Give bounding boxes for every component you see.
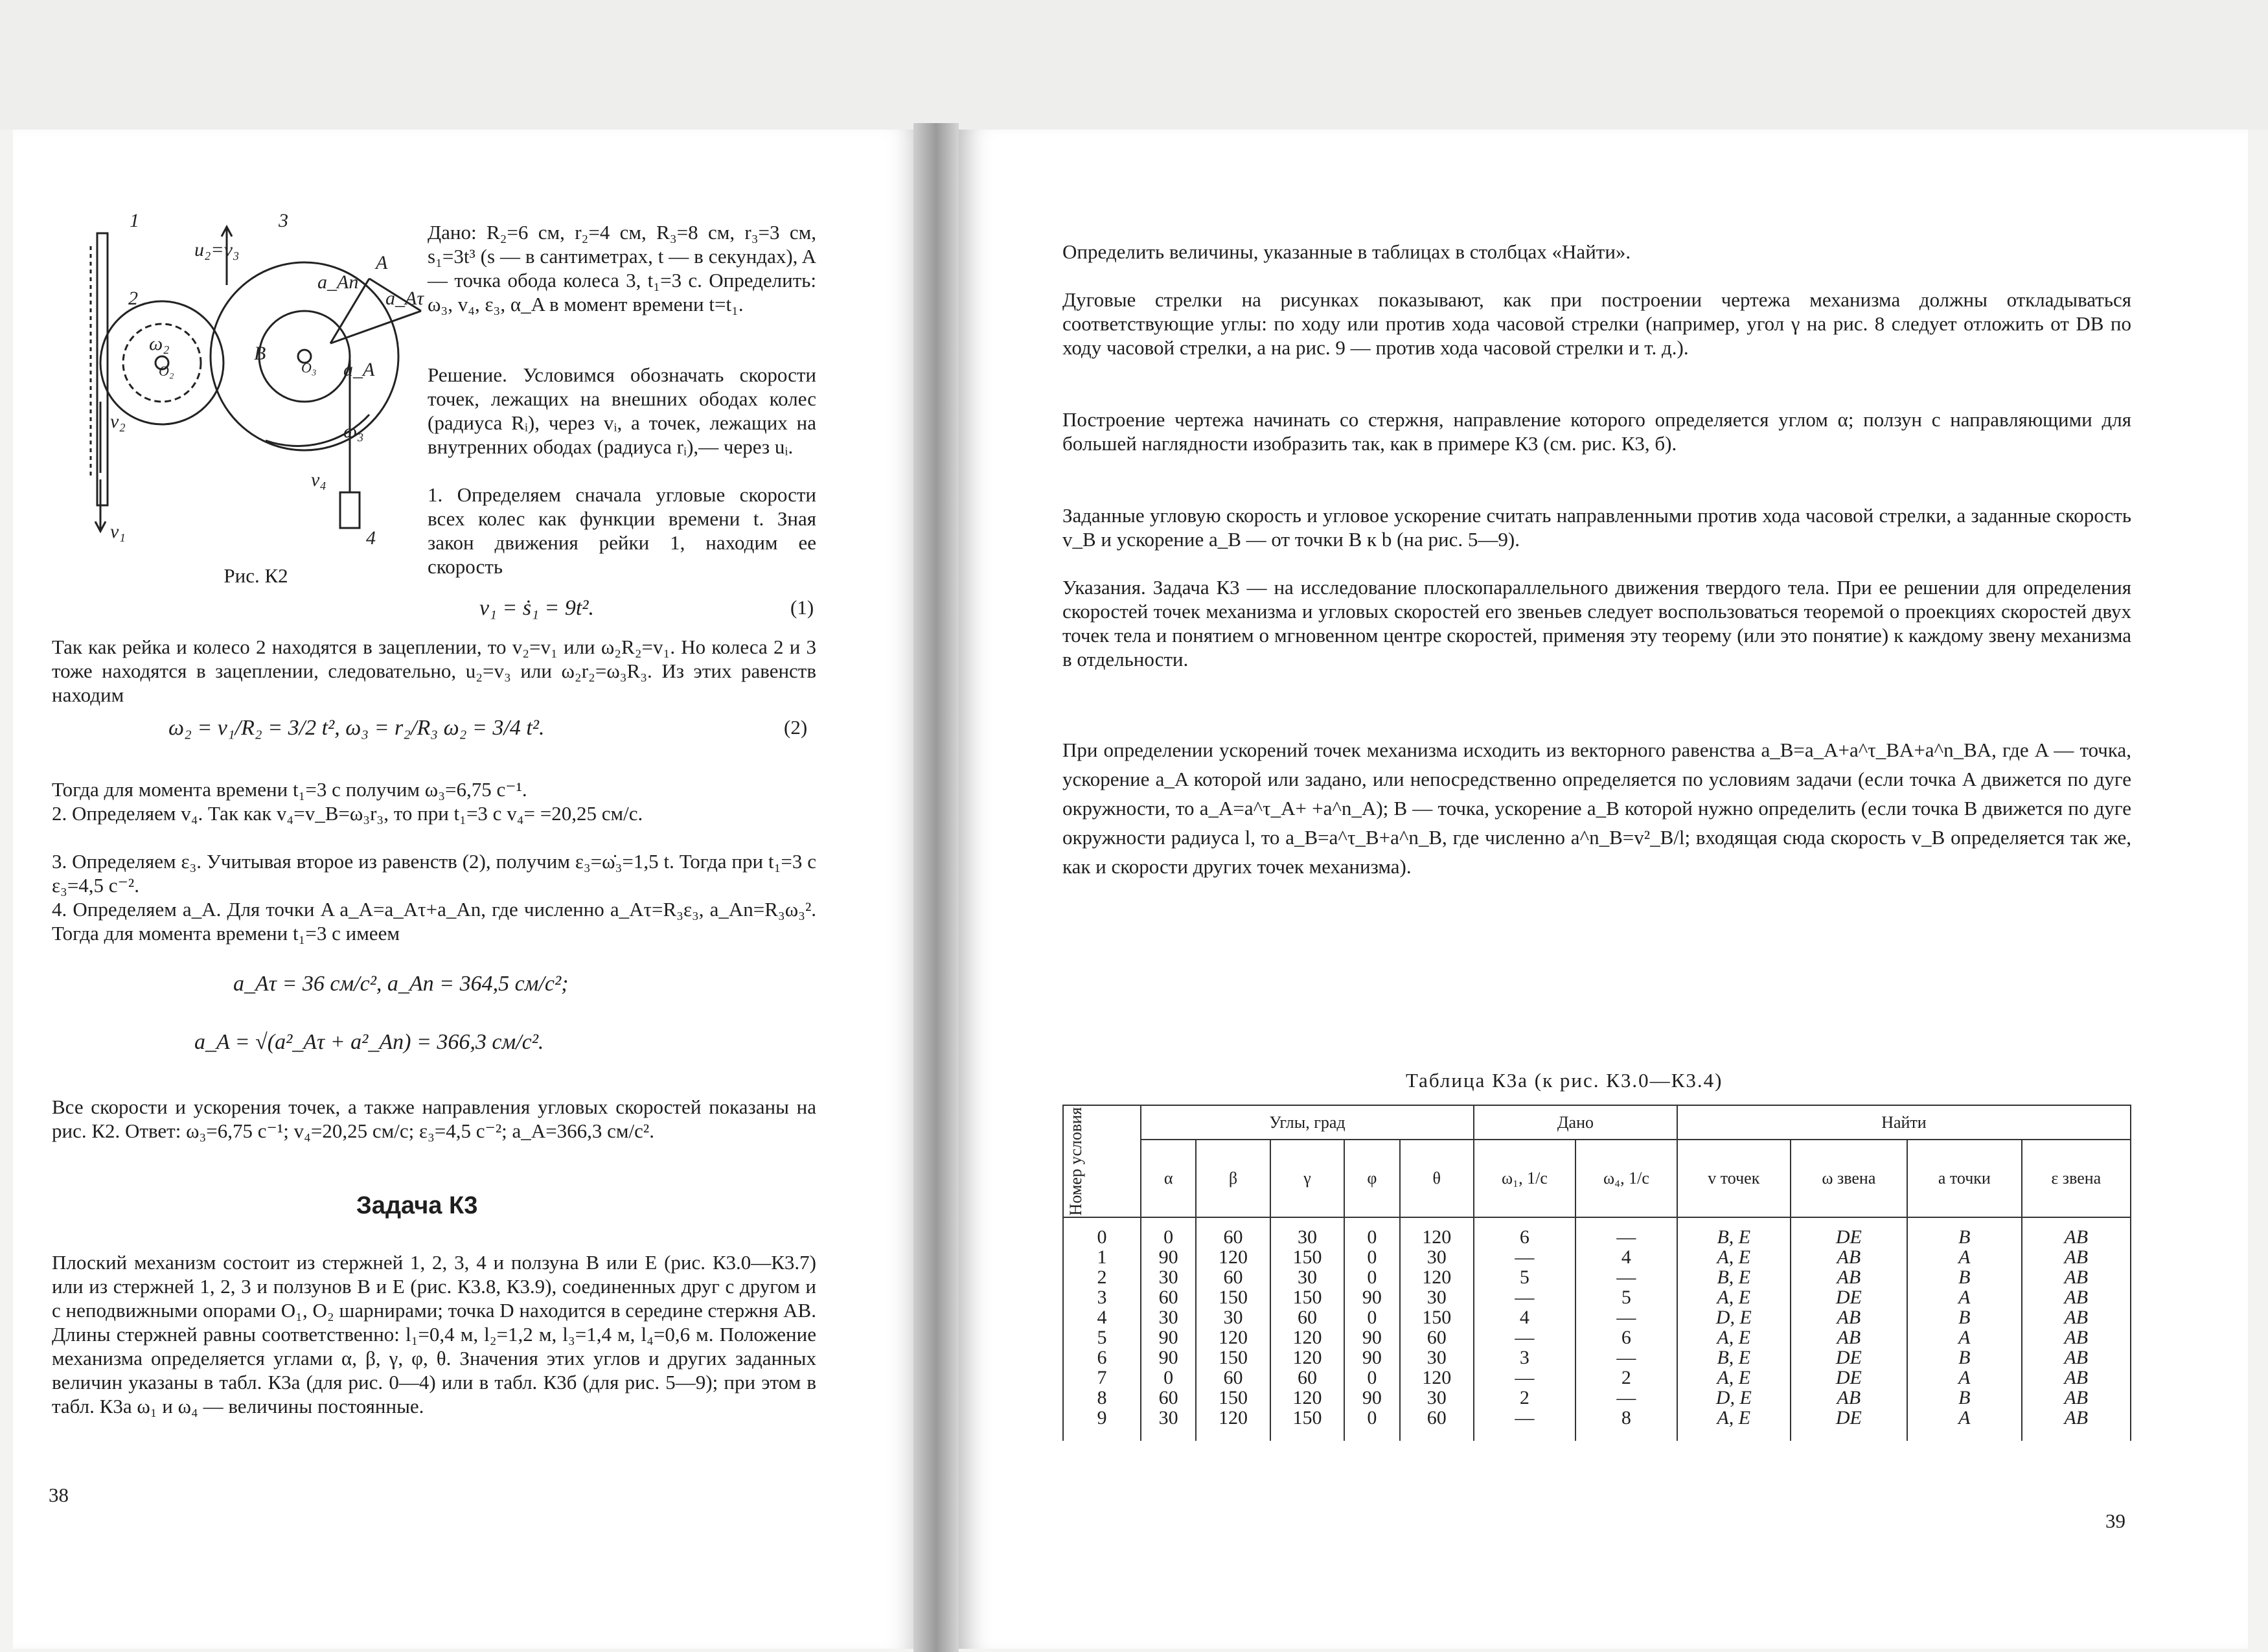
given-text: Дано: R₂=6 см, r₂=4 см, R₃=8 см, r₃=3 см, s₁=3t³ (s — в сантиметрах, t — в секундах), A — точка обода колеса 3, t₁=3 с. Определить: ω₃, v₄, ε₃, α_A в момент времени t=t₁. — [428, 221, 816, 315]
table-cell: — — [1575, 1307, 1677, 1327]
table-cell: 60 — [1196, 1217, 1270, 1247]
fig-label-aA: a_A — [343, 359, 375, 380]
step-1-text: 1. Определяем сначала угловые скорости всех колес как функции времени t. Зная закон движения рейки 1, находим ее скорость — [428, 483, 816, 578]
table-cell: AB — [2022, 1388, 2131, 1408]
col-beta: β — [1196, 1140, 1270, 1217]
table-cell: 120 — [1196, 1408, 1270, 1428]
step-2-text: 2. Определяем v₄. Так как v₄=v_B=ω₃r₃, то при t₁=3 с v₄= =20,25 см/с. — [52, 802, 643, 825]
table-cell: 60 — [1141, 1388, 1196, 1408]
table-cell: B, E — [1677, 1267, 1791, 1287]
fig-label-v1: v₁ — [110, 521, 126, 542]
table-cell: A — [1907, 1408, 2022, 1428]
table-cell: DE — [1791, 1348, 1907, 1368]
table-cell: 30 — [1270, 1217, 1344, 1247]
table-cell: 8 — [1063, 1388, 1141, 1408]
table-cell: B — [1907, 1217, 2022, 1247]
table-cell: AB — [1791, 1307, 1907, 1327]
table-k3a — [1062, 1105, 2131, 1441]
table-cell: — — [1575, 1267, 1677, 1287]
omega3-result: Тогда для момента времени t₁=3 с получим ω₃=6,75 с⁻¹. — [52, 778, 527, 801]
page-number-left: 38 — [49, 1484, 69, 1506]
table-cell: AB — [2022, 1307, 2131, 1327]
group-given: Дано — [1474, 1105, 1677, 1140]
fig-label-aAn: a_An — [317, 271, 359, 293]
table-cell: A, E — [1677, 1287, 1791, 1307]
table-cell: 5 — [1575, 1287, 1677, 1307]
table-cell: 30 — [1270, 1267, 1344, 1287]
table-cell: 6 — [1474, 1217, 1575, 1247]
table-cell: 60 — [1196, 1368, 1270, 1388]
table-cell: — — [1474, 1287, 1575, 1307]
table-cell: 60 — [1196, 1267, 1270, 1287]
equation-1: v₁ = ṡ₁ = 9t². — [479, 596, 594, 620]
paragraph-find: Определить величины, указанные в таблицах в столбцах «Найти». — [1062, 240, 1631, 263]
table-cell: DE — [1791, 1287, 1907, 1307]
table-cell: AB — [2022, 1287, 2131, 1307]
rack-1 — [97, 233, 108, 505]
table-cell: B — [1907, 1267, 2022, 1287]
table-cell: 0 — [1063, 1217, 1141, 1247]
table-row — [1063, 1408, 2131, 1428]
table-cell: 2 — [1575, 1368, 1677, 1388]
col-phi: φ — [1344, 1140, 1399, 1217]
table-cell: 90 — [1344, 1327, 1399, 1348]
table-row — [1063, 1217, 2131, 1247]
table-row — [1063, 1267, 2131, 1287]
table-cell: AB — [1791, 1327, 1907, 1348]
fig-label-O3: O₃ — [301, 360, 317, 376]
table-cell: — — [1474, 1368, 1575, 1388]
table-cell: — — [1474, 1247, 1575, 1267]
table-cell: 60 — [1270, 1368, 1344, 1388]
table-row — [1063, 1327, 2131, 1348]
table-cell: 5 — [1474, 1267, 1575, 1287]
table-cell: B, E — [1677, 1217, 1791, 1247]
table-cell: AB — [2022, 1247, 2131, 1267]
col-epsilon-link: ε звена — [2022, 1140, 2131, 1217]
table-cell: B, E — [1677, 1348, 1791, 1368]
table-cell: 7 — [1063, 1368, 1141, 1388]
table-cell: 30 — [1400, 1287, 1474, 1307]
equation-1-number: (1) — [790, 596, 814, 619]
equation-2: ω₂ = v₁/R₂ = 3/2 t², ω₃ = r₂/R₃ ω₂ = 3/4 t². — [168, 716, 545, 740]
table-cell: 30 — [1141, 1267, 1196, 1287]
table-cell: 1 — [1063, 1247, 1141, 1267]
table-cell: 60 — [1141, 1287, 1196, 1307]
table-cell: — — [1575, 1388, 1677, 1408]
table-cell: 120 — [1270, 1327, 1344, 1348]
table-cell: AB — [1791, 1267, 1907, 1287]
table-cell: A — [1907, 1247, 2022, 1267]
group-find: Найти — [1677, 1105, 2131, 1140]
fig-label-w2: ω₂ — [149, 333, 170, 354]
equation-2-number: (2) — [784, 716, 808, 739]
task-title: Задача К3 — [356, 1192, 478, 1219]
equation-4: a_A = √(a²_Aτ + a²_An) = 366,3 см/с². — [194, 1030, 544, 1054]
table-cell: 2 — [1474, 1388, 1575, 1408]
table-cell: 90 — [1344, 1348, 1399, 1368]
table-cell: AB — [2022, 1327, 2131, 1348]
fig-label-4: 4 — [366, 527, 376, 549]
left-page — [13, 130, 913, 1649]
fig-label-1: 1 — [130, 210, 139, 231]
table-cell: AB — [1791, 1247, 1907, 1267]
table-cell: 60 — [1400, 1327, 1474, 1348]
table-cell: 9 — [1063, 1408, 1141, 1428]
paragraph-instructions: Указания. Задача К3 — на исследование плоскопараллельного движения твердого тела. При ее решении для определения скоростей точек механизма и угловых скоростей его звеньев следует воспользоваться теоремой о проекциях скоростей двух точек тела и понятием о мгновенном центре скоростей, применяя эту теорему (или это понятие) к каждому звену механизма в отдельности. — [1062, 576, 2131, 671]
fig-label-3: 3 — [279, 210, 288, 231]
col-condition-number: Номер условия — [1063, 1105, 1141, 1217]
page-number-right: 39 — [2105, 1509, 2125, 1532]
table-cell: 150 — [1270, 1408, 1344, 1428]
table-cell: 150 — [1196, 1388, 1270, 1408]
table-cell: 0 — [1344, 1368, 1399, 1388]
col-omega-link: ω звена — [1791, 1140, 1907, 1217]
table-cell: AB — [2022, 1217, 2131, 1247]
table-cell: 0 — [1141, 1217, 1196, 1247]
col-alpha: α — [1141, 1140, 1196, 1217]
table-cell: A — [1907, 1368, 2022, 1388]
table-cell: 120 — [1196, 1327, 1270, 1348]
table-cell: 60 — [1400, 1408, 1474, 1428]
step-3-text: 3. Определяем ε₃. Учитывая второе из равенств (2), получим ε₃=ω̇₃=1,5 t. Тогда при t₁=3 с ε₃=4,5 с⁻². — [52, 850, 816, 897]
book-gutter — [913, 123, 959, 1652]
table-cell: 150 — [1196, 1287, 1270, 1307]
fig-label-u2v3: u₂=v₃ — [194, 239, 240, 260]
table-cell: 4 — [1063, 1307, 1141, 1327]
table-cell: 3 — [1063, 1287, 1141, 1307]
table-cell: 150 — [1400, 1307, 1474, 1327]
table-cell: AB — [2022, 1348, 2131, 1368]
table-cell: 120 — [1400, 1267, 1474, 1287]
table-cell: — — [1575, 1217, 1677, 1247]
figure-k2 — [71, 207, 434, 551]
paragraph-arrows: Дуговые стрелки на рисунках показывают, как при построении чертежа механизма должны откладываться соответствующие углы: по ходу или против хода часовой стрелки (например, угол γ на рис. 8 следует отложить от DB по ходу часовой стрелки, а на рис. 9 — против хода часовой стрелки и т. д.). — [1062, 288, 2131, 359]
table-cell: — — [1575, 1348, 1677, 1368]
table-cell: 0 — [1141, 1368, 1196, 1388]
table-cell: 30 — [1196, 1307, 1270, 1327]
step-4-text: 4. Определяем a_A. Для точки A a_A=a_Aτ+a_An, где численно a_Aτ=R₃ε₃, a_An=R₃ω₃². Тогда для момента времени t₁=3 с имеем — [52, 898, 816, 945]
right-page — [959, 130, 2248, 1649]
table-cell: 30 — [1400, 1247, 1474, 1267]
fig-label-O2: O₂ — [159, 363, 174, 379]
table-cell: 120 — [1400, 1217, 1474, 1247]
summary-text: Все скорости и ускорения точек, а также направления угловых скоростей показаны на рис. К2. Ответ: ω₃=6,75 с⁻¹; v₄=20,25 см/с; ε₃=4,5 с⁻²; a_A=366,3 см/с². — [52, 1096, 816, 1142]
fig-label-A: A — [376, 252, 388, 273]
table-cell: AB — [2022, 1368, 2131, 1388]
paragraph-directions: Заданные угловую скорость и угловое ускорение считать направленными против хода часовой стрелки, а заданные скорость v_B и ускорение a_B — от точки B к b (на рис. 5—9). — [1062, 504, 2131, 551]
table-cell: 5 — [1063, 1327, 1141, 1348]
fig-label-v2: v₂ — [110, 411, 126, 432]
table-cell: 4 — [1575, 1247, 1677, 1267]
table-cell: A, E — [1677, 1247, 1791, 1267]
table-row — [1063, 1388, 2131, 1408]
table-cell: B — [1907, 1388, 2022, 1408]
table-cell: 3 — [1474, 1348, 1575, 1368]
table-cell: 4 — [1474, 1307, 1575, 1327]
solution-text: Решение. Условимся обозначать скорости точек, лежащих на внешних ободах колес (радиуса Rᵢ), через vᵢ, а точек, лежащих на внутренних ободах (радиуса rᵢ),— через uᵢ. — [428, 363, 816, 458]
table-cell: 90 — [1344, 1388, 1399, 1408]
table-cell: B — [1907, 1348, 2022, 1368]
table-cell: 150 — [1270, 1287, 1344, 1307]
figure-caption: Рис. К2 — [223, 564, 288, 587]
table-cell: 120 — [1270, 1348, 1344, 1368]
table-cell: 6 — [1575, 1327, 1677, 1348]
table-cell: 90 — [1141, 1327, 1196, 1348]
col-omega1: ω₁, 1/с — [1474, 1140, 1575, 1217]
table-cell: 0 — [1344, 1307, 1399, 1327]
col-gamma: γ — [1270, 1140, 1344, 1217]
paragraph-accelerations: При определении ускорений точек механизма исходить из векторного равенства a_B=a_A+a^τ_BA+a^n_BA, где A — точка, ускорение a_A которой или задано, или непосредственно определяется по условиям задачи (если точка A движется по дуге окружности, то a_A=a^τ_A+ +a^n_A); B — точка, ускорение a_B которой нужно определить (если точка B движется по дуге окружности радиуса l, то a_B=a^τ_B+a^n_B, где численно a^n_B=v²_B/l; входящая сюда скорость v_B определяется так же, как и скорости других точек механизма). — [1062, 739, 2131, 878]
table-cell: 6 — [1063, 1348, 1141, 1368]
table-cell: A, E — [1677, 1408, 1791, 1428]
table-cell: — — [1474, 1408, 1575, 1428]
col-v-points: v точек — [1677, 1140, 1791, 1217]
table-cell: 30 — [1400, 1348, 1474, 1368]
table-bottom-spacer — [1063, 1428, 2131, 1441]
table-cell: AB — [1791, 1388, 1907, 1408]
table-cell: 30 — [1141, 1307, 1196, 1327]
table-cell: DE — [1791, 1217, 1907, 1247]
scan-background — [0, 0, 2268, 130]
table-cell: D, E — [1677, 1388, 1791, 1408]
table-cell: 8 — [1575, 1408, 1677, 1428]
table-cell: DE — [1791, 1408, 1907, 1428]
fig-label-B: B — [254, 343, 266, 364]
table-cell: A, E — [1677, 1327, 1791, 1348]
table-cell: — — [1474, 1327, 1575, 1348]
table-row — [1063, 1368, 2131, 1388]
table-row — [1063, 1307, 2131, 1327]
col-omega4: ω₄, 1/с — [1575, 1140, 1677, 1217]
table-cell: DE — [1791, 1368, 1907, 1388]
table-cell: AB — [2022, 1408, 2131, 1428]
col-theta: θ — [1400, 1140, 1474, 1217]
equation-3: a_Aτ = 36 см/с², a_An = 364,5 см/с²; — [233, 972, 569, 996]
task-text: Плоский механизм состоит из стержней 1, 2, 3, 4 и ползуна B или E (рис. К3.0—К3.7) или из стержней 1, 2, 3 и ползунов B и E (рис. К3.8, К3.9), соединенных друг с другом и с неподвижными опорами O₁, O₂ шарнирами; точка D находится в середине стержня AB. Длины стержней равны соответственно: l₁=0,4 м, l₂=1,2 м, l₃=1,4 м, l₄=0,6 м. Положение механизма определяется углами α, β, γ, φ, θ. Значения этих углов и других заданных величин указаны в табл. К3а (для рис. 0—4) или в табл. К3б (для рис. 5—9); при этом в табл. К3а ω₁ и ω₄ — величины постоянные. — [52, 1251, 816, 1417]
table-row — [1063, 1348, 2131, 1368]
table-row — [1063, 1247, 2131, 1267]
table-cell: B — [1907, 1307, 2022, 1327]
table-cell: 150 — [1196, 1348, 1270, 1368]
table-body — [1063, 1217, 2131, 1441]
table-cell: A, E — [1677, 1368, 1791, 1388]
table-cell: 120 — [1196, 1247, 1270, 1267]
table-cell: 2 — [1063, 1267, 1141, 1287]
col-a-point: a точки — [1907, 1140, 2022, 1217]
table-cell: 30 — [1400, 1388, 1474, 1408]
fig-label-2: 2 — [128, 288, 138, 309]
table-cell: 120 — [1400, 1368, 1474, 1388]
table-caption: Таблица К3а (к рис. К3.0—К3.4) — [1406, 1069, 1723, 1092]
table-cell: D, E — [1677, 1307, 1791, 1327]
table-cell: 30 — [1141, 1408, 1196, 1428]
table-cell: 0 — [1344, 1267, 1399, 1287]
table-cell: 0 — [1344, 1408, 1399, 1428]
table-cell: 120 — [1270, 1388, 1344, 1408]
fig-label-aAtau: a_Aτ — [385, 288, 424, 309]
table-cell: 90 — [1141, 1348, 1196, 1368]
table-cell: AB — [2022, 1267, 2131, 1287]
table-cell: 90 — [1344, 1287, 1399, 1307]
table-row — [1063, 1287, 2131, 1307]
gear-paragraph: Так как рейка и колесо 2 находятся в зацеплении, то v₂=v₁ или ω₂R₂=v₁. Но колеса 2 и 3 тоже находятся в зацеплении, следовательно, u₂=v₃ или ω₂r₂=ω₃R₃. Из этих равенств находим — [52, 636, 816, 706]
table-cell: 150 — [1270, 1247, 1344, 1267]
table-cell: A — [1907, 1287, 2022, 1307]
table-cell: 90 — [1141, 1247, 1196, 1267]
paragraph-construction: Построение чертежа начинать со стержня, направление которого определяется углом α; ползун с направляющими для большей наглядности изобразить так, как в примере К3 (см. рис. К3, б). — [1062, 408, 2131, 455]
table-cell: 0 — [1344, 1247, 1399, 1267]
table-cell: 0 — [1344, 1217, 1399, 1247]
fig-label-w3: ω₃ — [343, 420, 364, 442]
fig-label-v4: v₄ — [311, 469, 326, 490]
group-angles: Углы, град — [1141, 1105, 1474, 1140]
table-cell: A — [1907, 1327, 2022, 1348]
table-cell: 60 — [1270, 1307, 1344, 1327]
